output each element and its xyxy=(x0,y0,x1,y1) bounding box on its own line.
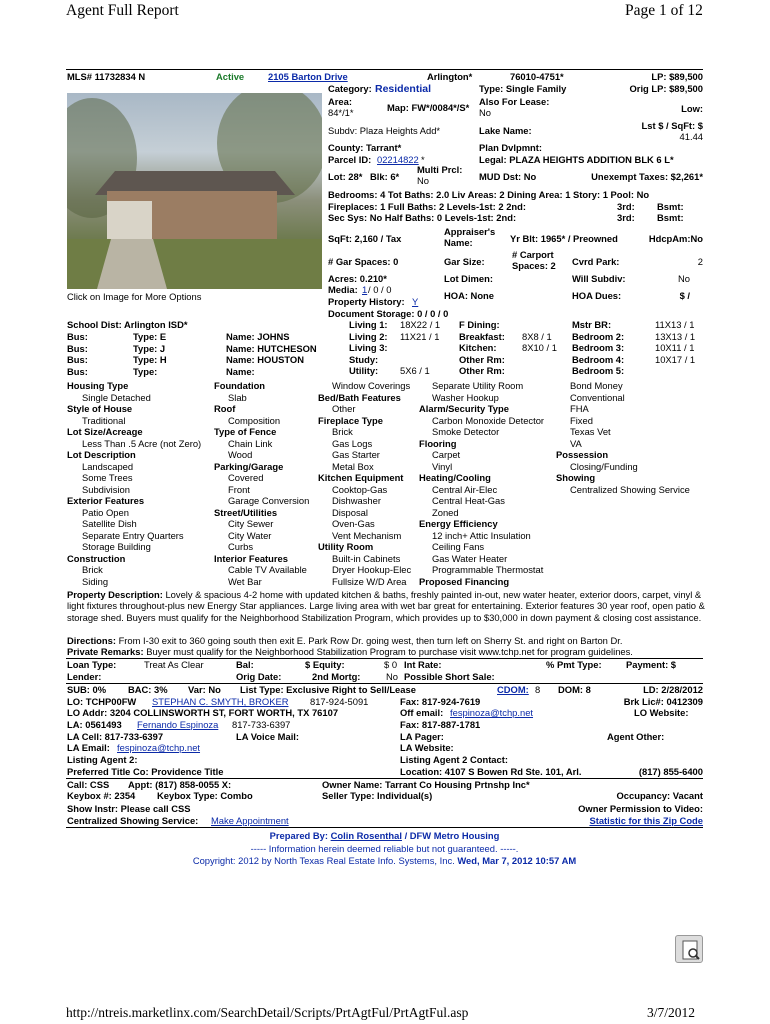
bus-type: Type: xyxy=(133,365,158,377)
listing-agent-name-link[interactable]: Fernando Espinoza xyxy=(137,719,219,730)
call-info: Call: CSS xyxy=(67,779,110,790)
occupancy: Occupancy: Vacant xyxy=(616,790,703,801)
feature-item: Cable TV Available xyxy=(228,564,307,575)
feature-heading: Housing Type xyxy=(67,380,129,391)
feature-heading: Energy Efficiency xyxy=(419,518,498,529)
block-number: Blk: 6* xyxy=(370,171,400,182)
feature-item: Landscaped xyxy=(82,460,134,472)
feature-heading: Type of Fence xyxy=(214,426,277,437)
feature-heading: Street/Utilities xyxy=(214,506,278,518)
bus-type: Type: H xyxy=(133,354,167,365)
will-subdivide-value: No xyxy=(678,273,690,284)
office-email-link[interactable]: fespinoza@tchp.net xyxy=(450,707,534,718)
feature-heading: Utility Room xyxy=(318,541,374,552)
equity-label: $ Equity: xyxy=(305,659,345,670)
feature-heading: Style of House xyxy=(67,403,133,414)
loan-type-label: Loan Type: xyxy=(67,659,117,670)
listing-office: LO: TCHP00FW xyxy=(67,696,137,707)
list-date: LD: 2/28/2012 xyxy=(643,684,703,695)
feature-item: Front xyxy=(228,483,250,495)
rooms-line-2: Fireplaces: 1 Full Baths: 2 Levels-1st: 2 2nd: xyxy=(328,201,526,212)
orig-date: Orig Date: xyxy=(236,671,282,682)
room-label: Bedroom 4: xyxy=(572,353,625,365)
feature-item: Carpet xyxy=(432,449,461,460)
feature-item: Texas Vet xyxy=(570,426,611,437)
appraiser-name: Appraiser's Name: xyxy=(444,226,496,248)
property-photo[interactable] xyxy=(67,93,322,289)
feature-item: Metal Box xyxy=(332,460,374,472)
feature-heading: Showing xyxy=(556,472,596,483)
showing-instructions: Show Instr: Please call CSS xyxy=(67,803,191,814)
feature-item: Zoned xyxy=(432,506,459,518)
carport-spaces: # Carport Spaces: 2 xyxy=(512,249,556,271)
room-label: Other Rm: xyxy=(459,353,505,365)
listing-office-name-link[interactable]: STEPHAN C. SMYTH, BROKER xyxy=(152,696,289,707)
list-type: List Type: Exclusive Right to Sell/Lease xyxy=(240,684,416,695)
feature-heading: Bed/Bath Features xyxy=(318,391,401,403)
feature-item: Washer Hookup xyxy=(432,391,499,403)
also-lease-value: No xyxy=(479,107,491,118)
bus-label: Bus: xyxy=(67,354,88,365)
feature-item: Separate Entry Quarters xyxy=(82,529,184,541)
feature-item: Disposal xyxy=(332,506,368,518)
acres: Acres: 0.210* xyxy=(328,273,387,284)
location-phone: (817) 855-6400 xyxy=(638,766,703,777)
room-size: 11X13 / 1 xyxy=(655,319,695,330)
feature-item: Subdivision xyxy=(82,483,130,495)
feature-item: Separate Utility Room xyxy=(432,380,524,391)
page-number: Page 1 of 12 xyxy=(625,2,703,19)
parcel-label: Parcel ID: xyxy=(328,154,372,165)
feature-item: Bond Money xyxy=(570,380,623,391)
feature-item: Brick xyxy=(82,564,103,575)
feature-item: 12 inch+ Attic Insulation xyxy=(432,529,531,541)
lake-name: Lake Name: xyxy=(479,125,532,136)
zip: 76010-4751* xyxy=(510,71,564,82)
room-label: Study: xyxy=(349,353,379,365)
feature-item: Built-in Cabinets xyxy=(332,552,401,564)
basement: Bsmt: xyxy=(657,201,684,212)
agent-email-link[interactable]: fespinoza@tchp.net xyxy=(117,742,201,753)
buyer-agency: BAC: 3% xyxy=(128,684,168,695)
bus-type: Type: E xyxy=(133,331,167,342)
lot-dimensions: Lot Dimen: xyxy=(444,273,493,284)
feature-item: Vent Mechanism xyxy=(332,529,402,541)
feature-heading: Fireplace Type xyxy=(318,414,383,426)
feature-item: Other xyxy=(332,403,356,414)
feature-item: City Water xyxy=(228,529,272,541)
feature-item: Slab xyxy=(228,391,247,403)
bus-label: Bus: xyxy=(67,331,88,342)
covered-parking-label: Cvrd Park: xyxy=(572,256,620,267)
room-label: Living 3: xyxy=(349,342,388,353)
hoa: HOA: None xyxy=(444,290,494,301)
feature-item: Garage Conversion xyxy=(228,495,310,506)
bus-name: Name: xyxy=(226,365,255,377)
feature-item: Window Coverings xyxy=(332,380,411,391)
parcel-star: * xyxy=(421,154,425,165)
bus-name: Name: HOUSTON xyxy=(226,354,304,365)
listing-office-phone: 817-924-5091 xyxy=(310,696,369,707)
feature-heading: Construction xyxy=(67,552,126,564)
feature-item: Central Heat-Gas xyxy=(432,495,505,506)
rooms-line-1: Bedrooms: 4 Tot Baths: 2.0 Liv Areas: 2 Dining Area: 1 Story: 1 Pool: No xyxy=(328,189,650,200)
room-size: 10X11 / 1 xyxy=(655,342,695,353)
listing-agent-phone: 817-733-6397 xyxy=(232,719,291,730)
dom: DOM: 8 xyxy=(558,684,591,695)
make-appointment-link[interactable]: Make Appointment xyxy=(211,815,289,826)
feature-item: Wet Bar xyxy=(228,575,262,587)
feature-item: Programmable Thermostat xyxy=(432,564,544,575)
bus-name: Name: HUTCHESON xyxy=(226,342,317,354)
also-lease-label: Also For Lease: xyxy=(479,96,550,107)
garage-size: Gar Size: xyxy=(444,256,485,267)
third-level-2: 3rd: xyxy=(617,212,635,223)
garage-spaces: # Gar Spaces: 0 xyxy=(328,256,399,267)
property-history-link[interactable]: Y xyxy=(412,296,419,307)
listing-agent-id: LA: 0561493 xyxy=(67,719,122,730)
room-size: 10X17 / 1 xyxy=(655,353,696,365)
legal-description: Legal: PLAZA HEIGHTS ADDITION BLK 6 L* xyxy=(479,154,674,165)
seller-type: Seller Type: Individual(s) xyxy=(322,790,433,801)
page-url: http://ntreis.marketlinx.com/SearchDetail/Scripts/PrtAgtFul/PrtAgtFul.asp xyxy=(66,1005,469,1020)
agent-fax: Fax: 817-887-1781 xyxy=(400,719,481,730)
feature-item: VA xyxy=(570,437,582,449)
loan-type: Treat As Clear xyxy=(144,659,204,670)
lot-number: Lot: 28* xyxy=(328,171,363,182)
mud-district: MUD Dst: No xyxy=(479,171,537,182)
feature-heading: Lot Description xyxy=(67,449,136,460)
feature-item: Dishwasher xyxy=(332,495,381,506)
listing-agent-2-contact: Listing Agent 2 Contact: xyxy=(400,754,508,765)
feature-item: Ceiling Fans xyxy=(432,541,485,552)
area-label: Area: xyxy=(328,96,352,107)
county: County: Tarrant* xyxy=(328,142,402,153)
feature-heading: Proposed Financing xyxy=(419,575,510,587)
year-built: Yr Blt: 1965* / Preowned xyxy=(510,233,618,244)
property-description: Property Description: Lovely & spacious 4-2 home with updated kitchen & baths, freshly painted in-out, new water heater, exterior doors, carpet, vinyl & light fixtures throughout-plus new Energy Star appliances. Large living area with wet bar great for entertaining. Exterior features 30 year roof, open patio & storage shed. Buyers must qualify for the Neighborhood Stabilization Program, which provides up to $30,000 in down payment & closing cost assistance. xyxy=(67,589,705,623)
room-label: Living 1: xyxy=(349,319,388,330)
room-size: 13X13 / 1 xyxy=(655,330,696,342)
multi-parcel-label: Multi Prcl: xyxy=(417,164,463,175)
feature-item: Centralized Showing Service xyxy=(570,483,690,495)
feature-item: Curbs xyxy=(228,541,254,552)
owner-name: Owner Name: Tarrant Co Housing Prtnshp Inc* xyxy=(322,779,530,790)
keybox-number: Keybox #: 2354 xyxy=(67,790,136,801)
variable-rate: Var: No xyxy=(188,684,221,695)
feature-heading: Interior Features xyxy=(214,552,288,564)
category-value: Residential xyxy=(375,83,432,95)
room-label: Utility: xyxy=(349,365,379,376)
photo-caption: Click on Image for More Options xyxy=(67,291,202,302)
feature-item: Fixed xyxy=(570,414,593,426)
second-mortgage: 2nd Mortg: xyxy=(312,671,361,682)
subdivision: Subdv: Plaza Heights Add* xyxy=(328,125,441,136)
feature-heading: Alarm/Security Type xyxy=(419,403,509,414)
city: Arlington* xyxy=(427,71,473,82)
listing-office-website: LO Website: xyxy=(634,707,689,718)
feature-item: Oven-Gas xyxy=(332,518,375,529)
status-badge: Active xyxy=(216,71,245,82)
feature-item: Gas Logs xyxy=(332,437,373,449)
feature-item: Siding xyxy=(82,575,109,587)
area-value: 84*/1* xyxy=(328,107,354,118)
directions: Directions: From I-30 exit to 360 going south then exit E. Park Row Dr. going west, then turn left on Sherry St. and right on Barton Dr. xyxy=(67,635,623,646)
agent-email-label: LA Email: xyxy=(67,742,110,753)
feature-item: Closing/Funding xyxy=(570,460,638,472)
balance: Bal: xyxy=(236,659,254,670)
third-level: 3rd: xyxy=(617,201,635,212)
room-size: 5X6 / 1 xyxy=(400,365,430,376)
list-price: LP: $89,500 xyxy=(651,71,703,82)
agent-website: LA Website: xyxy=(400,742,454,753)
room-label: Bedroom 2: xyxy=(572,330,625,342)
room-label: Bedroom 5: xyxy=(572,365,625,376)
listing-agent-2: Listing Agent 2: xyxy=(67,754,138,765)
feature-item: Central Air-Elec xyxy=(432,483,498,495)
payment: Payment: $ xyxy=(626,659,677,670)
covered-parking-value: 2 xyxy=(697,256,703,267)
room-size: 8X8 / 1 xyxy=(522,330,552,342)
payment-type: % Pmt Type: xyxy=(546,659,602,670)
feature-item: Traditional xyxy=(82,414,126,426)
room-label: F Dining: xyxy=(459,319,500,330)
feature-item: Gas Starter xyxy=(332,449,380,460)
interest-rate: Int Rate: xyxy=(404,659,442,670)
feature-item: Smoke Detector xyxy=(432,426,500,437)
room-size: 11X21 / 1 xyxy=(400,330,440,342)
feature-heading: Roof xyxy=(214,403,236,414)
agent-pager: LA Pager: xyxy=(400,731,444,742)
feature-item: Less Than .5 Acre (not Zero) xyxy=(82,437,202,449)
hoa-dues-label: HOA Dues: xyxy=(572,290,622,301)
bus-label: Bus: xyxy=(67,342,88,354)
feature-heading: Lot Size/Acreage xyxy=(67,426,143,437)
bus-type: Type: J xyxy=(133,342,166,354)
feature-item: Dryer Hookup-Elec xyxy=(332,564,412,575)
rooms-line-3: Sec Sys: No Half Baths: 0 Levels-1st: 2nd: xyxy=(328,212,517,223)
office-email-label: Off email: xyxy=(400,707,444,718)
property-type: Type: Single Family xyxy=(479,83,567,94)
hoa-dues-value: $ / xyxy=(679,290,690,301)
feature-heading: Heating/Cooling xyxy=(419,472,491,483)
disclaimer: ----- Information herein deemed reliable but not guaranteed. -----. xyxy=(250,843,519,854)
agent-cell: LA Cell: 817-733-6397 xyxy=(67,731,164,742)
report-title: Agent Full Report xyxy=(66,2,179,19)
room-label: Bedroom 3: xyxy=(572,342,625,353)
document-storage: Document Storage: 0 / 0 / 0 xyxy=(328,308,449,319)
orig-list-price: Orig LP: $89,500 xyxy=(629,83,703,94)
feature-item: Wood xyxy=(228,449,253,460)
list-price-sqft-label: Lst $ / SqFt: $ xyxy=(641,120,703,131)
property-history-label: Property History: xyxy=(328,296,405,307)
room-label: Living 2: xyxy=(349,330,388,342)
room-label: Kitchen: xyxy=(459,342,497,353)
broker-license: Brk Lic#: 0412309 xyxy=(623,696,703,707)
room-label: Breakfast: xyxy=(459,330,505,342)
feature-item: Single Detached xyxy=(82,391,151,403)
owner-permission-video: Owner Permission to Video: xyxy=(578,803,703,814)
equity-value: $ 0 xyxy=(384,659,398,670)
bus-name: Name: JOHNS xyxy=(226,331,290,342)
plan-development: Plan Dvlpmnt: xyxy=(479,142,543,153)
keybox-type: Keybox Type: Combo xyxy=(157,790,253,801)
feature-item: Fullsize W/D Area xyxy=(332,575,407,587)
feature-item: Cooktop-Gas xyxy=(332,483,388,495)
will-subdivide-label: Will Subdiv: xyxy=(572,273,626,284)
room-size: 18X22 / 1 xyxy=(400,319,441,330)
zip-statistics-link[interactable]: Statistic for this Zip Code xyxy=(589,815,703,826)
second-mortgage-value: No xyxy=(386,671,398,682)
lender: Lender: xyxy=(67,671,102,682)
category-label: Category: xyxy=(328,83,372,94)
feature-item: Gas Water Heater xyxy=(432,552,508,564)
room-label: Other Rm: xyxy=(459,365,505,376)
agent-voicemail: LA Voice Mail: xyxy=(236,731,300,742)
multi-parcel-value: No xyxy=(417,175,429,186)
media-counts: / 0 / 0 xyxy=(368,284,392,295)
office-location: Location: 4107 S Bowen Rd Ste. 101, Arl. xyxy=(400,766,582,777)
feature-heading: Foundation xyxy=(214,380,266,391)
basement-2: Bsmt: xyxy=(657,212,684,223)
media-label: Media: xyxy=(328,284,358,295)
private-remarks: Private Remarks: Buyer must qualify for the Neighborhood Stabilization Program to purchase visit www.tchp.net for program guidelines. xyxy=(67,646,633,657)
school-district: School Dist: Arlington ISD* xyxy=(67,319,188,330)
handicap-amenities: HdcpAm:No xyxy=(648,233,703,244)
media-link[interactable]: 1 xyxy=(362,284,368,295)
appointment-phone: Appt: (817) 858-0055 X: xyxy=(128,779,232,790)
feature-heading: Exterior Features xyxy=(67,495,145,506)
list-price-sqft-value: 41.44 xyxy=(679,131,703,142)
sqft: SqFt: 2,160 / Tax xyxy=(328,233,402,244)
mls-number: MLS# 11732834 N xyxy=(67,71,146,82)
feature-item: Storage Building xyxy=(82,541,151,552)
low-label: Low: xyxy=(681,103,703,114)
office-fax: Fax: 817-924-7619 xyxy=(400,696,481,707)
feature-item: Composition xyxy=(228,414,281,426)
listing-office-address: LO Addr: 3204 COLLINSWORTH ST, FORT WORTH, TX 76107 xyxy=(67,707,339,718)
map-ref: Map: FW*/0084*/S* xyxy=(387,102,470,113)
preferred-title: Preferred Title Co: Providence Title xyxy=(67,766,224,777)
agent-other: Agent Other: xyxy=(607,731,665,742)
feature-heading: Kitchen Equipment xyxy=(318,472,404,483)
feature-heading: Parking/Garage xyxy=(214,460,284,472)
feature-item: Chain Link xyxy=(228,437,273,449)
bus-label: Bus: xyxy=(67,365,88,377)
room-label: Mstr BR: xyxy=(572,319,612,330)
feature-item: Carbon Monoxide Detector xyxy=(432,414,545,426)
preparer-link[interactable]: Colin Rosenthal xyxy=(330,830,402,841)
cdom-link[interactable]: CDOM: xyxy=(497,684,529,695)
feature-item: Satellite Dish xyxy=(82,518,137,529)
feature-item: City Sewer xyxy=(228,518,274,529)
sub-agency: SUB: 0% xyxy=(67,684,107,695)
room-size: 8X10 / 1 xyxy=(522,342,557,353)
feature-item: Conventional xyxy=(570,391,625,403)
feature-item: Vinyl xyxy=(432,460,453,472)
centralized-showing-label: Centralized Showing Service: xyxy=(67,815,199,826)
address-link[interactable]: 2105 Barton Drive xyxy=(268,71,348,82)
prepared-by: Prepared By: Colin Rosenthal / DFW Metro Housing xyxy=(269,830,500,841)
feature-item: Brick xyxy=(332,426,353,437)
feature-item: FHA xyxy=(570,403,589,414)
short-sale: Possible Short Sale: xyxy=(404,671,495,682)
feature-item: Covered xyxy=(228,472,264,483)
feature-heading: Flooring xyxy=(419,437,457,449)
print-icon[interactable] xyxy=(675,935,703,963)
print-date: 3/7/2012 xyxy=(647,1005,696,1020)
feature-heading: Possession xyxy=(556,449,609,460)
cdom-value: 8 xyxy=(535,684,541,695)
parcel-link[interactable]: 02214822 xyxy=(377,154,419,165)
feature-item: Patio Open xyxy=(82,506,129,518)
copyright: Copyright: 2012 by North Texas Real Estate Info. Systems, Inc. Wed, Mar 7, 2012 10:57 AM xyxy=(192,855,577,866)
feature-item: Some Trees xyxy=(82,472,133,483)
unexempt-taxes: Unexempt Taxes: $2,261* xyxy=(591,171,703,182)
